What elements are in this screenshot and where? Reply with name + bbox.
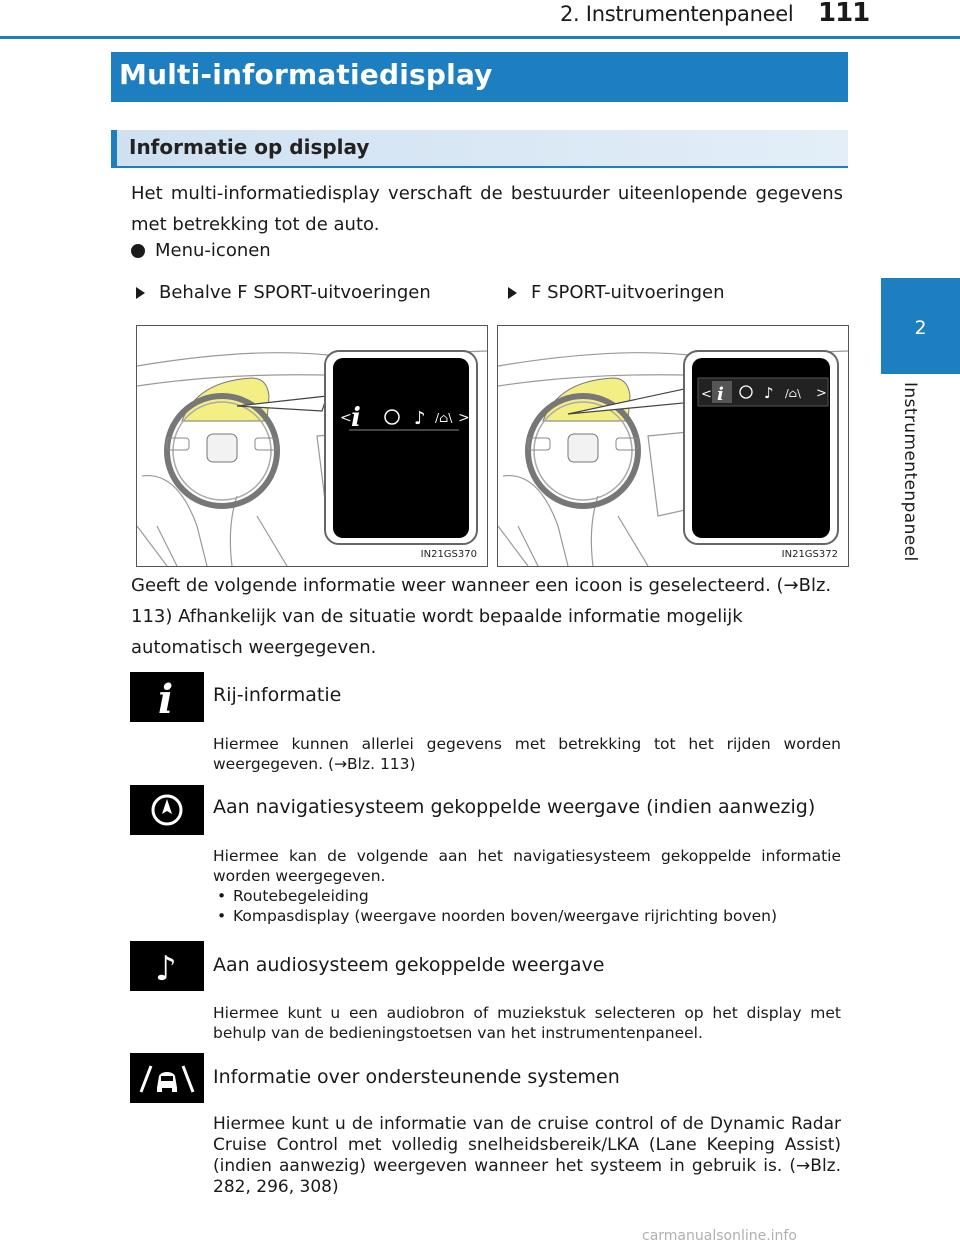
svg-text:♪: ♪	[155, 949, 177, 986]
list-item: • Kompasdisplay (weergave noorden boven/weergave rijrichting boven)	[213, 906, 841, 926]
entry-heading-driving-info: Rij-informatie	[213, 684, 342, 706]
subsection-bar	[111, 130, 848, 168]
entry-heading-assist-systems: Informatie over ondersteunende systemen	[213, 1066, 620, 1088]
entry-heading-audio: Aan audiosysteem gekoppelde weergave	[213, 954, 605, 976]
audio-icon	[130, 941, 204, 991]
subsection-title: Informatie op display	[129, 135, 370, 159]
chapter-title: 2. Instrumentenpaneel	[560, 2, 794, 26]
chapter-tab[interactable]: 2	[881, 278, 960, 374]
navigation-icon	[130, 785, 204, 835]
svg-text:♪: ♪	[764, 384, 774, 402]
figure-dashboard-standard	[136, 325, 488, 567]
svg-text:>: >	[458, 410, 470, 426]
chapter-tab-label: Instrumentenpaneel	[900, 382, 920, 562]
section-title-bar	[111, 52, 848, 102]
entry-body-audio: Hiermee kunt u een audiobron of muziekstuk selecteren op het display met behulp van de bedieningstoetsen van het instrumentenpaneel.	[213, 1004, 841, 1042]
subsection-accent	[111, 130, 117, 168]
intro-text: Het multi-informatiedisplay verschaft de bestuurder uiteenlopende gegevens met betrekking tot de auto.	[131, 183, 843, 235]
bullet-label: Menu-iconen	[155, 240, 271, 261]
svg-text:>: >	[816, 386, 827, 401]
svg-text:/⌂\: /⌂\	[435, 411, 453, 425]
dashboard-illustration	[498, 326, 848, 566]
bullet-dot-icon	[131, 244, 145, 258]
variant-label-fsport	[508, 282, 724, 303]
driving-assist-icon	[130, 1053, 204, 1103]
variant-text: F SPORT-uitvoeringen	[531, 282, 725, 303]
figure-code: IN21GS370	[420, 549, 477, 560]
variant-label-standard	[136, 282, 431, 303]
svg-text:♪: ♪	[414, 408, 426, 429]
figure-code: IN21GS372	[781, 549, 838, 560]
header-rule	[0, 36, 960, 39]
dashboard-illustration	[137, 326, 487, 566]
list-item: • Routebegeleiding	[213, 886, 841, 906]
entry-heading-navigation: Aan navigatiesysteem gekoppelde weergave (indien aanwezig)	[213, 796, 816, 818]
watermark: carmanualsonline.info	[642, 1228, 797, 1244]
variant-text: Behalve F SPORT-uitvoeringen	[159, 282, 431, 303]
entry-body-list	[213, 886, 841, 926]
figure-dashboard-fsport	[497, 325, 849, 567]
svg-text:i: i	[158, 677, 174, 717]
section-title: Multi-informatiedisplay	[119, 58, 493, 91]
svg-text:/⌂\: /⌂\	[785, 387, 801, 400]
bullet-item	[131, 240, 271, 261]
svg-text:i: i	[351, 403, 361, 433]
triangle-marker-icon	[508, 287, 517, 299]
page-number: 111	[818, 0, 870, 28]
svg-text:<: <	[340, 410, 352, 426]
entry-body-assist-systems: Hiermee kunt u de informatie van de cruise control of de Dynamic Radar Cruise Control met volledig snelheidsbereik/LKA (Lane Keeping Assist) (indien aanwezig) weergeven wanneer het systeem in gebruik is. (→Blz. 282, 296, 308)	[213, 1114, 841, 1197]
info-icon	[130, 672, 204, 722]
triangle-marker-icon	[136, 287, 145, 299]
entry-body-text: Hiermee kan de volgende aan het navigatiesysteem gekoppelde informatie worden weergegeven.	[213, 847, 841, 885]
svg-text:<: <	[701, 387, 712, 402]
entry-body-driving-info: Hiermee kunnen allerlei gegevens met betrekking tot het rijden worden weergegeven. (→Blz. 113)	[213, 735, 841, 773]
svg-text:i: i	[717, 384, 724, 405]
selection-description: Geeft de volgende informatie weer wanneer een icoon is geselecteerd. (→Blz. 113) Afhankelijk van de situatie wordt bepaalde informatie mogelijk automatisch weergegeven.	[131, 575, 832, 658]
entry-body-navigation	[213, 846, 841, 926]
